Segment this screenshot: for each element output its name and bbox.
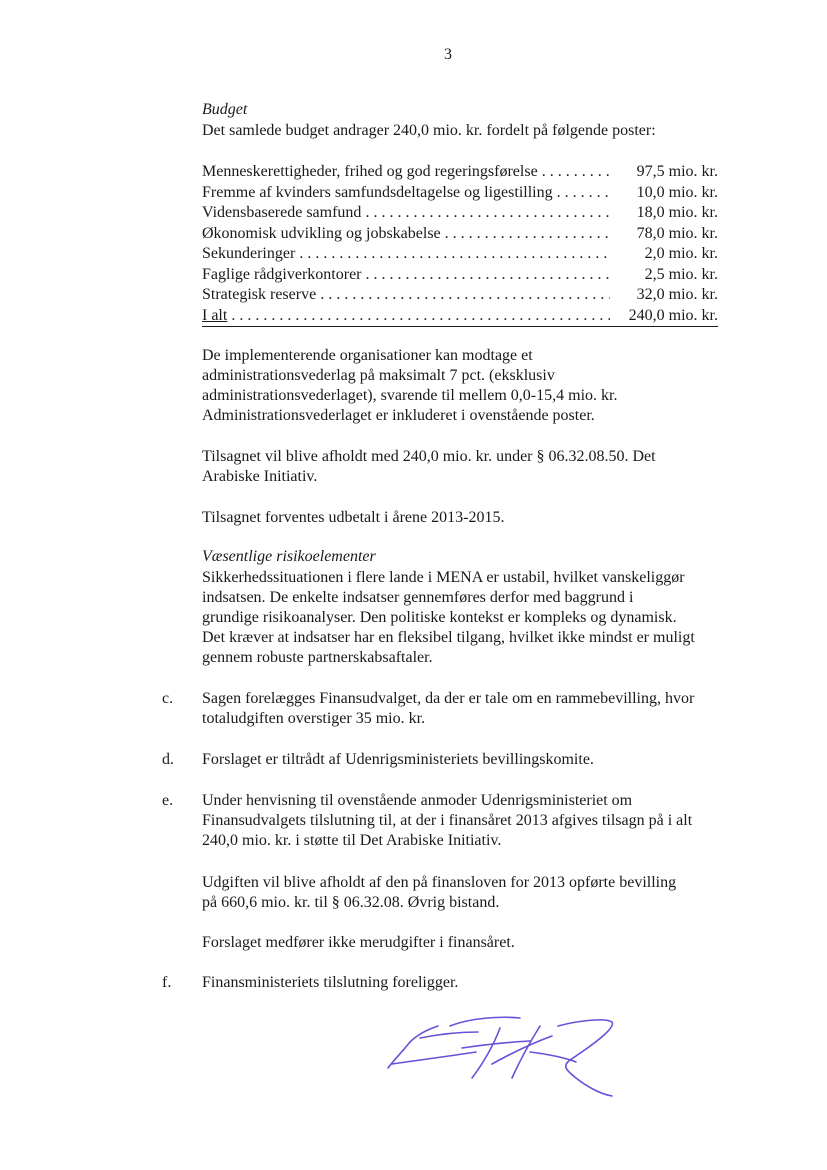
admin-line: administrationsvederlag på maksimalt 7 pct. (eksklusiv xyxy=(202,367,555,384)
page-number: 3 xyxy=(444,46,452,63)
budget-item-amount: 2,5 mio. kr. xyxy=(644,265,718,283)
tilsagn-line: Tilsagnet vil blive afholdt med 240,0 mio. kr. under § 06.32.08.50. Det xyxy=(202,448,656,465)
risk-line: gennem robuste partnerskabsaftaler. xyxy=(202,649,433,666)
budget-item-label: Vidensbaserede samfund . . . xyxy=(202,203,610,224)
section-c-marker: c. xyxy=(162,690,174,707)
budget-item-amount: 10,0 mio. kr. xyxy=(636,183,718,201)
tilsagn-line: Arabiske Initiativ. xyxy=(202,468,318,485)
signature-strokes xyxy=(388,1017,612,1096)
budget-row xyxy=(202,285,718,306)
budget-item-label: Sekunderinger . . . xyxy=(202,244,610,265)
section-e-line: Finansudvalgets tilslutning til, at der i finansåret 2013 afgives tilsagn på i alt xyxy=(202,812,693,829)
section-e-marker: e. xyxy=(162,792,174,809)
budget-item-amount: 32,0 mio. kr. xyxy=(636,286,718,303)
budget-row xyxy=(202,183,718,204)
section-d-marker: d. xyxy=(162,751,174,768)
risk-line: grundige risikoanalyser. Den politiske kontekst er kompleks og dynamisk. xyxy=(202,609,677,626)
section-c-line: Sagen forelægges Finansudvalget, da der er tale om en rammebevilling, hvor xyxy=(202,690,695,707)
budget-total-amount: 240,0 mio. kr. xyxy=(628,306,718,324)
budget-item-amount: 78,0 mio. kr. xyxy=(636,224,718,242)
budget-item-label: Menneskerettigheder, frihed og god regeringsførelse . . . xyxy=(202,162,610,183)
budget-row xyxy=(202,203,718,224)
budget-heading: Budget xyxy=(202,101,248,118)
admin-line: Administrationsvederlaget er inkluderet i ovenstående poster. xyxy=(202,407,595,424)
budget-row xyxy=(202,265,718,286)
budget-total-label: I alt xyxy=(202,306,228,324)
budget-total-row xyxy=(202,306,718,328)
section-f-line: Finansministeriets tilslutning foreligger. xyxy=(202,974,459,991)
section-e-line: Under henvisning til ovenstående anmoder Udenrigsministeriet om xyxy=(202,792,633,809)
budget-item-label: Strategisk reserve . . . xyxy=(202,285,610,306)
merudgifter-text: Forslaget medfører ikke merudgifter i finansåret. xyxy=(202,934,515,951)
risk-line: indsatsen. De enkelte indsatser gennemføres derfor med baggrund i xyxy=(202,589,634,606)
budget-item-label: Fremme af kvinders samfundsdeltagelse og ligestilling . . . xyxy=(202,183,610,204)
section-c-line: totaludgiften overstiger 35 mio. kr. xyxy=(202,710,426,727)
admin-line: administrationsvederlaget), svarende til mellem 0,0-15,4 mio. kr. xyxy=(202,387,618,404)
signature xyxy=(380,1008,620,1098)
udbetalt-text: Tilsagnet forventes udbetalt i årene 2013-2015. xyxy=(202,509,505,526)
section-f-marker: f. xyxy=(162,974,172,991)
risk-line: Det kræver at indsatser har en fleksibel tilgang, hvilket ikke mindst er muligt xyxy=(202,629,695,646)
budget-row xyxy=(202,244,718,265)
udgift-line: Udgiften vil blive afholdt af den på finansloven for 2013 opførte bevilling xyxy=(202,874,677,891)
budget-row xyxy=(202,162,718,183)
section-e-line: 240,0 mio. kr. i støtte til Det Arabiske Initiativ. xyxy=(202,832,502,849)
budget-item-amount: 18,0 mio. kr. xyxy=(636,204,718,221)
budget-table xyxy=(202,162,718,327)
budget-item-amount: 97,5 mio. kr. xyxy=(636,163,718,180)
risk-heading: Væsentlige risikoelementer xyxy=(202,548,376,565)
udgift-line: på 660,6 mio. kr. til § 06.32.08. Øvrig bistand. xyxy=(202,894,500,911)
admin-line: De implementerende organisationer kan modtage et xyxy=(202,347,533,364)
budget-item-label: Økonomisk udvikling og jobskabelse . . . xyxy=(202,224,610,245)
budget-intro: Det samlede budget andrager 240,0 mio. kr. fordelt på følgende poster: xyxy=(202,122,656,139)
budget-item-label: Faglige rådgiverkontorer . . . xyxy=(202,265,610,286)
risk-line: Sikkerhedssituationen i flere lande i MENA er ustabil, hvilket vanskeliggør xyxy=(202,569,685,586)
budget-item-amount: 2,0 mio. kr. xyxy=(644,245,718,262)
section-d-line: Forslaget er tiltrådt af Udenrigsministeriets bevillingskomite. xyxy=(202,751,594,768)
budget-row xyxy=(202,224,718,245)
